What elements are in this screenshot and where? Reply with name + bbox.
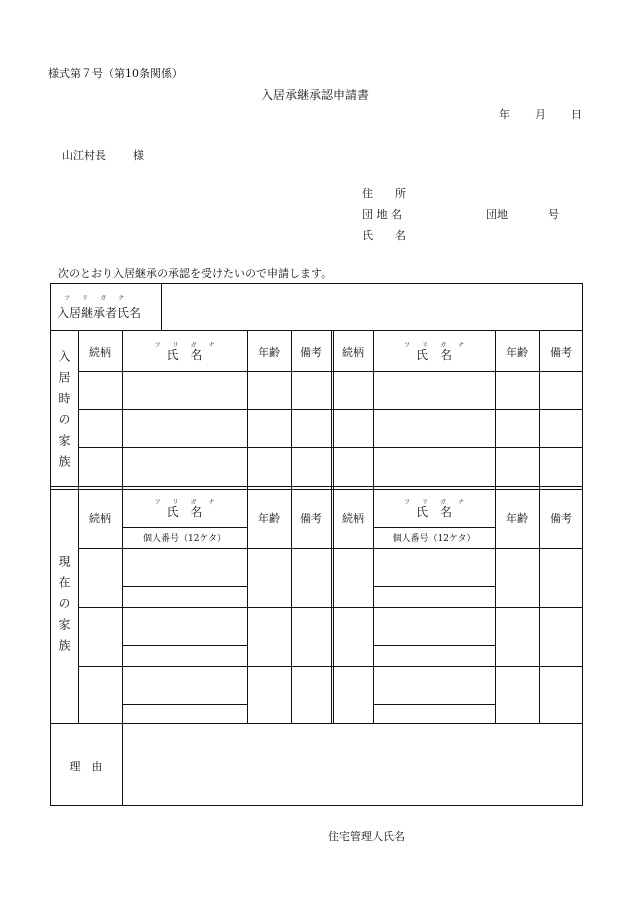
addressee-honorific: 様: [133, 149, 144, 162]
current-header-mynumber: 個人番号（12ケタ）: [142, 534, 226, 544]
header-name-furigana: フ リ ガ ナ: [154, 342, 215, 349]
header-age-2: 年齢: [506, 346, 528, 359]
successor-label: 入居継承者氏名: [57, 306, 142, 320]
intro-text: 次のとおり入居継承の承認を受けたいので申請します。: [58, 267, 333, 280]
header-remarks-2: 備考: [550, 346, 572, 359]
complex-label: 団 地 名: [362, 208, 402, 221]
header-name-furigana-2: フ リ ガ ナ: [403, 342, 465, 349]
complex-suffix: 団地: [486, 208, 508, 221]
section-moving-in-label: 入居時の家族: [57, 350, 71, 476]
date-year: 年: [499, 108, 510, 121]
current-header-name-2: 氏 名: [415, 505, 452, 519]
current-header-remarks-2: 備考: [550, 512, 572, 525]
number-suffix: 号: [548, 208, 559, 221]
header-relation: 続柄: [89, 346, 111, 359]
header-age: 年齢: [258, 346, 280, 359]
addressee-name: 山江村長: [62, 149, 106, 162]
header-name: 氏 名: [166, 348, 203, 362]
current-header-name-furigana: フ リ ガ ナ: [154, 499, 215, 506]
header-remarks: 備考: [300, 346, 322, 359]
successor-furigana: フ リ ガ ナ: [64, 295, 125, 302]
current-header-name: 氏 名: [166, 505, 203, 519]
form-number: 様式第７号（第10条関係）: [48, 67, 183, 80]
current-header-age: 年齢: [258, 512, 280, 525]
current-header-age-2: 年齢: [506, 512, 528, 525]
form-title: 入居承継承認申請書: [261, 88, 370, 102]
current-header-relation-2: 続柄: [342, 512, 364, 525]
date-day: 日: [571, 108, 582, 121]
reason-label: 理 由: [69, 760, 103, 773]
current-header-relation: 続柄: [89, 512, 111, 525]
header-name-2: 氏 名: [415, 348, 452, 362]
address-label: 住 所: [362, 187, 406, 200]
section-current-label: 現在の家族: [57, 555, 71, 660]
manager-name-label: 住宅管理人氏名: [328, 830, 405, 843]
date-month: 月: [535, 108, 546, 121]
applicant-name-label: 氏 名: [362, 229, 406, 242]
current-header-remarks: 備考: [300, 512, 322, 525]
current-header-mynumber-2: 個人番号（12ケタ）: [392, 534, 476, 544]
current-header-name-furigana-2: フ リ ガ ナ: [403, 499, 465, 506]
header-relation-2: 続柄: [342, 346, 364, 359]
